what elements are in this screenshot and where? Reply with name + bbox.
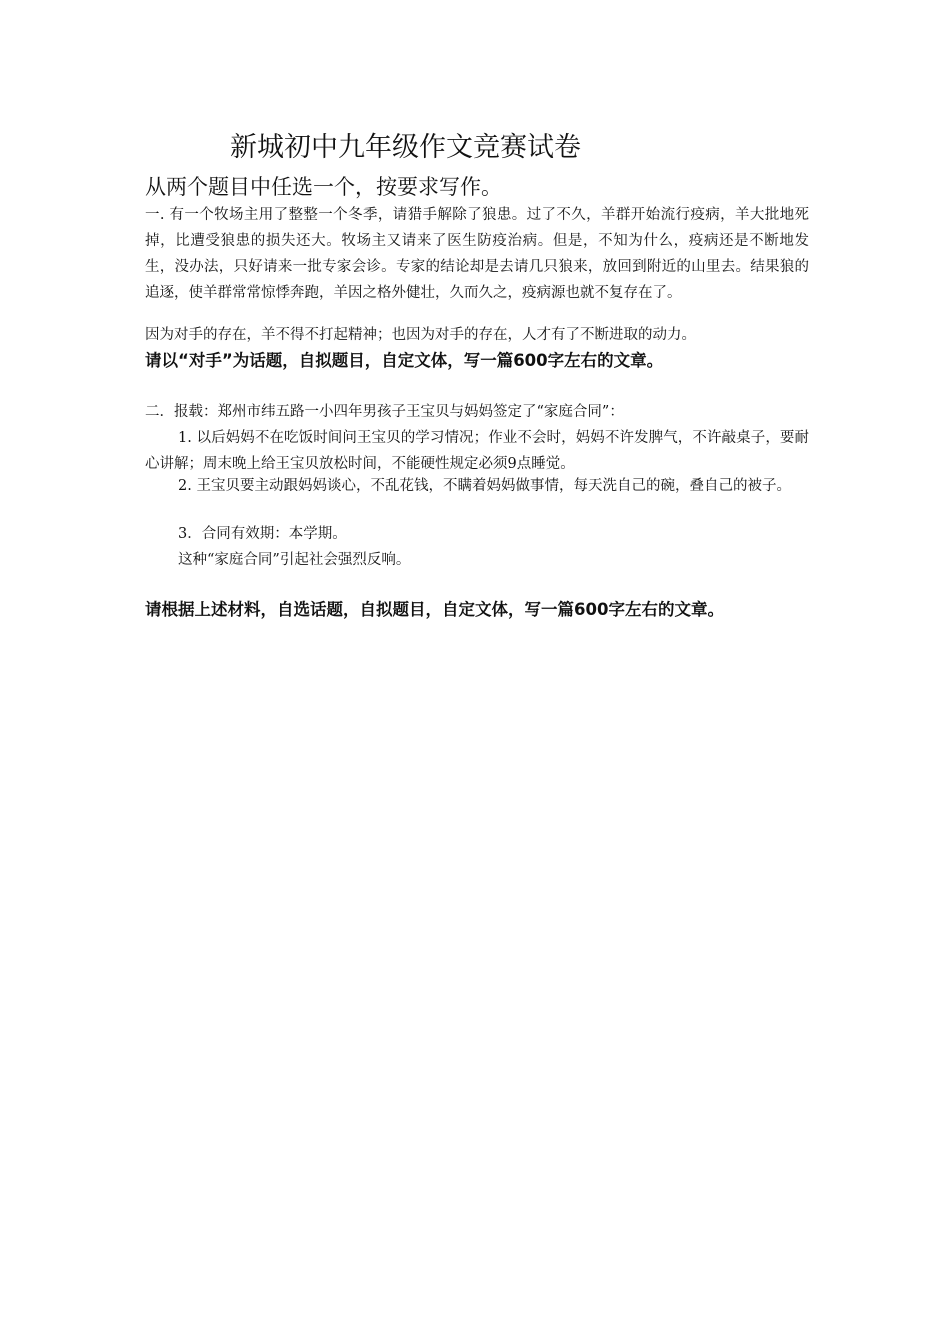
page-title: 新城初中九年级作文竞赛试卷 [230, 132, 581, 163]
section2-note: 这种“家庭合同”引起社会强烈反响。 [178, 552, 411, 568]
section2-item-3: 3．合同有效期：本学期。 [178, 526, 347, 542]
section2-intro: 二．报载：郑州市纬五路一小四年男孩子王宝贝与妈妈签定了“家庭合同”： [145, 404, 624, 420]
section1-reflection: 因为对手的存在，羊不得不打起精神；也因为对手的存在，人才有了不断进取的动力。 [145, 327, 696, 343]
section2-instruction: 请根据上述材料，自选话题，自拟题目，自定文体，写一篇600字左右的文章。 [145, 600, 724, 619]
section2-item-2: 2. 王宝贝要主动跟妈妈谈心，不乱花钱，不瞒着妈妈做事情，每天洗自己的碗，叠自己的被子。 [178, 478, 791, 494]
section2-item-1: 1. 以后妈妈不在吃饭时间问王宝贝的学习情况；作业不会时，妈妈不许发脾气，不许敲桌子，要耐心讲解；周末晚上给王宝贝放松时间，不能硬性规定必须9点睡觉。 [145, 430, 809, 472]
section1-paragraph: 一. 有一个牧场主用了整整一个冬季，请猎手解除了狼患。过了不久，羊群开始流行疫病，羊大批地死掉，比遭受狼患的损失还大。牧场主又请来了医生防疫治病。但是，不知为什么，疫病还是不断地发生，没办法，只好请来一批专家会诊。专家的结论却是去请几只狼来，放回到附近的山里去。结果狼的追逐，使羊群常常惊悸奔跑，羊因之格外健壮，久而久之，疫病源也就不复存在了。 [145, 207, 809, 301]
exam-subtitle: 从两个题目中任选一个，按要求写作。 [145, 175, 502, 199]
section1-instruction: 请以“对手”为话题，自拟题目，自定文体，写一篇600字左右的文章。 [145, 351, 664, 370]
